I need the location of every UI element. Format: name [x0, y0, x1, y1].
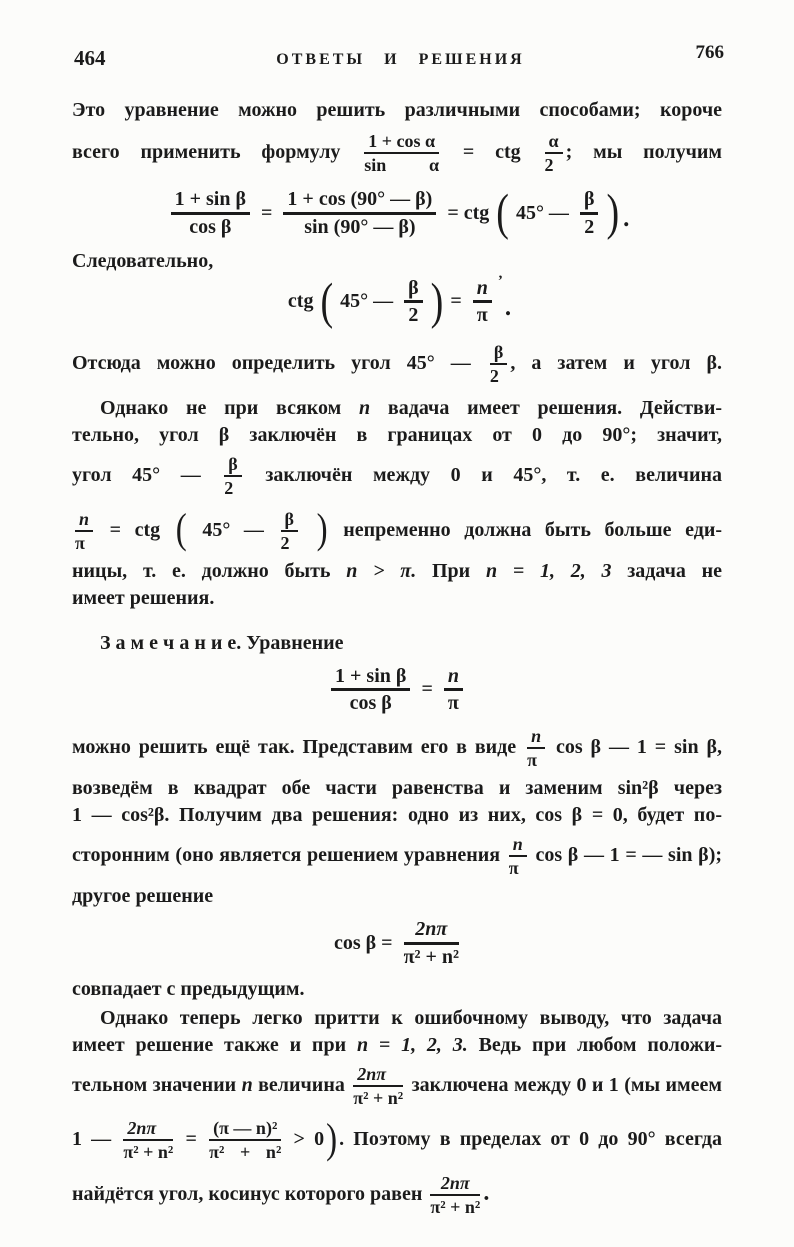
math-expression: cos β — 1 = sin β, — [555, 735, 723, 758]
math-function: ctg — [287, 290, 314, 313]
fraction-numerator: n — [75, 509, 93, 532]
paragraph-line — [72, 248, 722, 275]
text-run: Однако теперь легко притти к ошибочному выводу, что задача — [100, 1007, 722, 1029]
math-variable: n — [241, 1073, 253, 1096]
left-paren: ( — [175, 506, 187, 554]
paragraph-line — [72, 802, 722, 829]
fraction-numerator: α — [545, 131, 563, 154]
fraction-denominator: 2 — [489, 366, 499, 387]
left-paren: ( — [496, 184, 509, 242]
right-paren: ) — [606, 184, 620, 242]
paragraph-line — [72, 337, 722, 391]
text-run: , а затем и угол β. — [510, 351, 723, 374]
paragraph-line — [72, 1168, 722, 1222]
fraction — [209, 1118, 281, 1162]
fraction — [331, 665, 410, 715]
paragraph-line — [72, 504, 722, 558]
fraction — [171, 188, 250, 238]
fraction — [281, 509, 298, 553]
fraction-denominator: π² + n² — [353, 1088, 404, 1109]
fraction-denominator: cos β — [349, 692, 392, 715]
math-variable: n — [359, 397, 371, 420]
fraction-numerator: 1 + sin β — [171, 188, 250, 214]
paragraph-line — [72, 883, 722, 910]
text-run: Следовательно, — [72, 250, 214, 273]
page-content — [0, 97, 794, 1222]
fraction-denominator: π² + n² — [123, 1142, 174, 1163]
math-expression: n = 1, 2, 3 — [485, 559, 612, 582]
text-run: другое решение — [72, 885, 214, 908]
text-run: Однако не при всяком — [100, 397, 342, 420]
text-run: заключён между 0 и 45°, т. е. величина — [265, 463, 723, 486]
text-run: тельно, угол β заключён в границах от 0 до 90°; значит, — [72, 424, 722, 447]
fraction — [490, 342, 507, 386]
text-run: задача не — [627, 559, 723, 582]
paragraph-line — [72, 1059, 722, 1113]
math-operator: = ctg — [462, 140, 521, 163]
fraction — [283, 188, 436, 238]
fraction-numerator: β — [490, 342, 507, 365]
fraction-numerator: n — [527, 726, 545, 749]
fraction-denominator: π — [447, 692, 459, 715]
math-operator: 45° — — [515, 201, 569, 224]
math-operator: > 0 — [293, 1128, 325, 1151]
text-run: Уравнение — [246, 631, 344, 654]
paragraph-line — [72, 422, 722, 449]
paragraph-line — [72, 126, 722, 180]
fraction-numerator: 1 + sin β — [331, 665, 410, 691]
paragraph-line — [72, 721, 722, 775]
fraction — [404, 277, 423, 327]
text-run: заключена между 0 и 1 (мы имеем — [411, 1073, 723, 1096]
text-run: возведём в квадрат обе части равенства и заменим sin²β через — [72, 776, 722, 799]
fraction-denominator: sin (90° — β) — [304, 215, 416, 238]
display-formula-d — [72, 918, 722, 968]
fraction — [527, 726, 545, 770]
fraction-numerator: β — [580, 188, 599, 214]
text-run: Это уравнение можно решить различными способами; короче — [72, 99, 722, 121]
page-header — [0, 0, 794, 71]
fraction — [430, 1173, 480, 1217]
display-formula-a — [72, 184, 722, 242]
formula-dot: . — [483, 1179, 490, 1206]
math-expression: cos β = — [333, 931, 393, 954]
fraction-denominator: 2 — [584, 215, 595, 238]
fraction — [509, 834, 527, 878]
paragraph-line — [72, 449, 722, 503]
math-expression: cos β — 1 = — sin β); — [535, 843, 723, 866]
text-run: Отсюда можно определить угол 45° — — [72, 351, 471, 374]
text-run: 1 — cos²β. Получим два решения: одно из них, cos β = 0, будет по- — [72, 803, 722, 826]
fraction-denominator: 2 — [544, 155, 554, 176]
fraction-numerator: n — [509, 834, 527, 857]
paragraph-line — [72, 775, 722, 802]
fraction-numerator: n — [444, 665, 463, 691]
paragraph-line — [72, 630, 722, 657]
fraction-denominator: sin α — [364, 155, 440, 176]
math-expression: n > π. — [346, 559, 417, 582]
text-run: тельном значении — [72, 1073, 237, 1096]
running-title: ОТВЕТЫ И РЕШЕНИЯ — [276, 51, 525, 68]
paragraph-line — [72, 395, 722, 422]
fraction-denominator: cos β — [189, 215, 232, 238]
text-run: Ведь при любом положи- — [478, 1034, 723, 1056]
math-operator: = ctg — [109, 518, 161, 541]
display-formula-b — [72, 273, 722, 331]
fraction-numerator: 1 + cos (90° — β) — [283, 188, 436, 214]
text-run: найдётся угол, косинус которого равен — [72, 1182, 423, 1205]
left-paren: ( — [320, 273, 334, 331]
fraction — [444, 665, 463, 715]
math-operator: = — [261, 201, 273, 224]
page-number-left: 464 — [74, 46, 106, 70]
right-paren: ) — [316, 506, 328, 554]
fraction-denominator: π² + n² — [403, 945, 460, 968]
fraction — [353, 1064, 403, 1108]
text-run: всего применить формулу — [72, 140, 341, 163]
fraction-numerator: β — [224, 454, 241, 477]
fraction-denominator: π — [527, 749, 537, 770]
right-paren: ) — [326, 1116, 338, 1163]
print-artifact-tick: ’ — [497, 273, 503, 290]
fraction-numerator: 1 + cos α — [364, 131, 439, 154]
text-run-emphasis: З а м е ч а н и е. — [100, 631, 242, 654]
math-operator: 45° — — [340, 290, 394, 313]
paragraph-line — [72, 1005, 722, 1032]
text-run: можно решить ещё так. Представим его в виде — [72, 735, 517, 758]
fraction-denominator: 2 — [280, 532, 290, 553]
fraction — [364, 131, 439, 175]
text-run: ницы, т. е. должно быть — [72, 559, 331, 582]
fraction-denominator: 2 — [224, 478, 234, 499]
fraction — [75, 509, 93, 553]
fraction-numerator: 2nπ — [123, 1118, 173, 1141]
math-expression: n = 1, 2, 3. — [356, 1034, 468, 1056]
paragraph-line — [72, 829, 722, 883]
page-number-right: 766 — [695, 42, 724, 63]
paragraph-line — [72, 585, 722, 612]
fraction — [473, 277, 492, 327]
fraction — [224, 454, 241, 498]
text-run: непременно должна быть больше еди- — [343, 518, 723, 541]
text-run: величина — [258, 1073, 345, 1096]
fraction-denominator: π — [508, 858, 519, 879]
fraction — [545, 131, 563, 175]
paragraph-line — [72, 97, 722, 124]
fraction-denominator: π — [476, 304, 488, 327]
right-paren: ) — [430, 273, 444, 331]
display-formula-c — [72, 665, 722, 715]
text-run: совпадает с предыдущим. — [72, 978, 305, 1000]
fraction-denominator: π² + n² — [209, 1142, 282, 1163]
math-operator: 1 — — [72, 1128, 112, 1151]
fraction-numerator: 2nπ — [430, 1173, 480, 1196]
formula-dot: . — [623, 205, 630, 233]
math-operator: = — [450, 290, 462, 313]
math-operator: = — [421, 678, 433, 701]
punctuation: ; — [565, 140, 573, 163]
text-run: мы получим — [593, 140, 723, 163]
fraction — [404, 918, 459, 968]
fraction — [123, 1118, 173, 1162]
formula-dot: . — [504, 293, 512, 321]
fraction-numerator: 2nπ — [404, 918, 459, 944]
paragraph-line — [72, 1113, 722, 1167]
fraction — [580, 188, 599, 238]
text-run: сторонним (оно является решением уравнения — [72, 843, 501, 866]
fraction-denominator: 2 — [408, 304, 419, 327]
math-operator: = — [185, 1128, 197, 1151]
fraction-numerator: 2nπ — [353, 1064, 403, 1087]
math-operator: 45° — — [202, 518, 264, 541]
fraction-numerator: β — [404, 277, 423, 303]
fraction-numerator: n — [473, 277, 492, 303]
text-run: При — [432, 559, 471, 582]
text-run: имеет решения. — [72, 586, 215, 609]
fraction-numerator: β — [281, 509, 298, 532]
fraction-denominator: π² + n² — [430, 1196, 481, 1217]
paragraph-line — [72, 558, 722, 585]
text-run: имеет решение также и при — [72, 1034, 347, 1056]
text-run: . Поэтому в пределах от 0 до 90° всегда — [339, 1128, 723, 1151]
fraction-denominator: π — [75, 532, 85, 553]
text-run: угол 45° — — [72, 463, 201, 486]
math-operator: = ctg — [447, 201, 490, 224]
text-run: вадача имеет решения. Действи- — [387, 397, 723, 420]
fraction-numerator: (π — n)² — [209, 1118, 281, 1141]
paragraph-line — [72, 976, 722, 1003]
paragraph-line — [72, 1032, 722, 1059]
